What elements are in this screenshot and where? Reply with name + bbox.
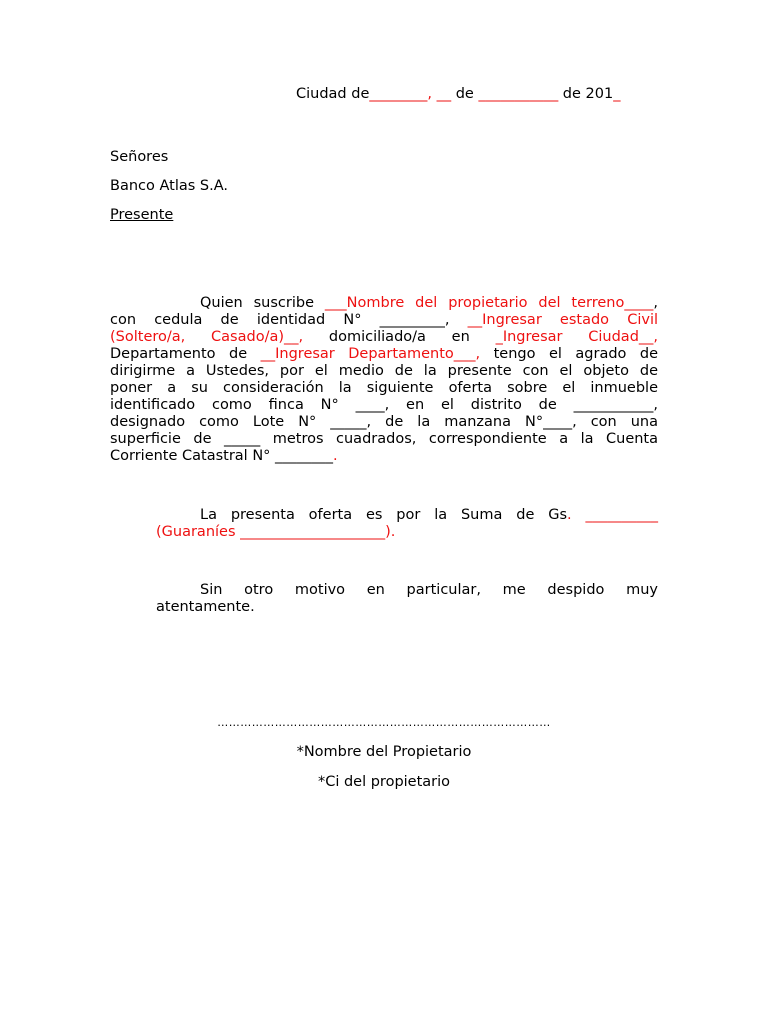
para1-text: tengo el agrado de bbox=[493, 346, 659, 362]
para1-row: identificado como finca N° ____, en el distrito de ___________, bbox=[110, 397, 658, 413]
amount-blank: . __________ bbox=[567, 507, 658, 523]
civil-status-options: (Soltero/a, Casado/a)__, bbox=[110, 329, 304, 345]
para1-period: . bbox=[333, 448, 338, 464]
para1-row: superficie de _____ metros cuadrados, correspondiente a la Cuenta bbox=[110, 431, 658, 447]
amount-words-blank: (Guaraníes ____________________). bbox=[156, 524, 396, 540]
recipient-salutation: Señores bbox=[110, 149, 169, 165]
para3-row bbox=[156, 582, 658, 599]
date-de-label: de bbox=[455, 86, 474, 102]
para1-row: designado como Lote N° _____, de la manzana N°____, con una bbox=[110, 414, 658, 430]
para1-row: dirigirme a Ustedes, por el medio de la presente con el objeto de bbox=[110, 363, 658, 379]
para1-row bbox=[110, 329, 658, 346]
civil-status-blank: __Ingresar estado Civil bbox=[467, 312, 659, 328]
signature-name: *Nombre del Propietario bbox=[296, 744, 472, 760]
para3-row: atentamente. bbox=[156, 599, 255, 615]
date-city-label: Ciudad de bbox=[296, 86, 370, 102]
para1-row bbox=[110, 295, 658, 312]
para1-text: , bbox=[653, 295, 658, 311]
para1-text: domiciliado/a en bbox=[328, 329, 470, 345]
para1-text: con cedula de identidad N° _________, bbox=[110, 312, 450, 328]
recipient-bank: Banco Atlas S.A. bbox=[110, 178, 228, 194]
date-month-blank: ___________ bbox=[478, 86, 559, 102]
date-year-label: de 201 bbox=[562, 86, 614, 102]
para1-row bbox=[110, 312, 658, 329]
para1-row bbox=[110, 448, 658, 465]
owner-name-blank: ___Nombre del propietario del terreno____ bbox=[324, 295, 654, 311]
date-city-blank: ________, bbox=[369, 86, 432, 102]
signature-ci: *Ci del propietario bbox=[317, 774, 451, 790]
para1-text: Corriente Catastral N° ________ bbox=[110, 448, 334, 464]
para1-text: Departamento de bbox=[110, 346, 248, 362]
date-year-blank: _ bbox=[613, 86, 621, 102]
para2-text: La presenta oferta es por la Suma de Gs bbox=[200, 507, 568, 523]
city-blank: _Ingresar Ciudad__, bbox=[495, 329, 659, 345]
date-day-blank: __ bbox=[436, 86, 452, 102]
recipient-presente: Presente bbox=[110, 207, 174, 223]
para2-row bbox=[156, 507, 658, 524]
para1-text: Quien suscribe bbox=[200, 295, 325, 311]
para1-row bbox=[110, 346, 658, 363]
department-blank: __Ingresar Departamento___, bbox=[260, 346, 481, 362]
para1-row: poner a su consideración la siguiente oferta sobre el inmueble bbox=[110, 380, 658, 396]
signature-line: …………………………………………………………………………… bbox=[217, 716, 551, 729]
date-line bbox=[296, 86, 620, 102]
para3-text: Sin otro motivo en particular, me despido muy bbox=[200, 582, 658, 598]
